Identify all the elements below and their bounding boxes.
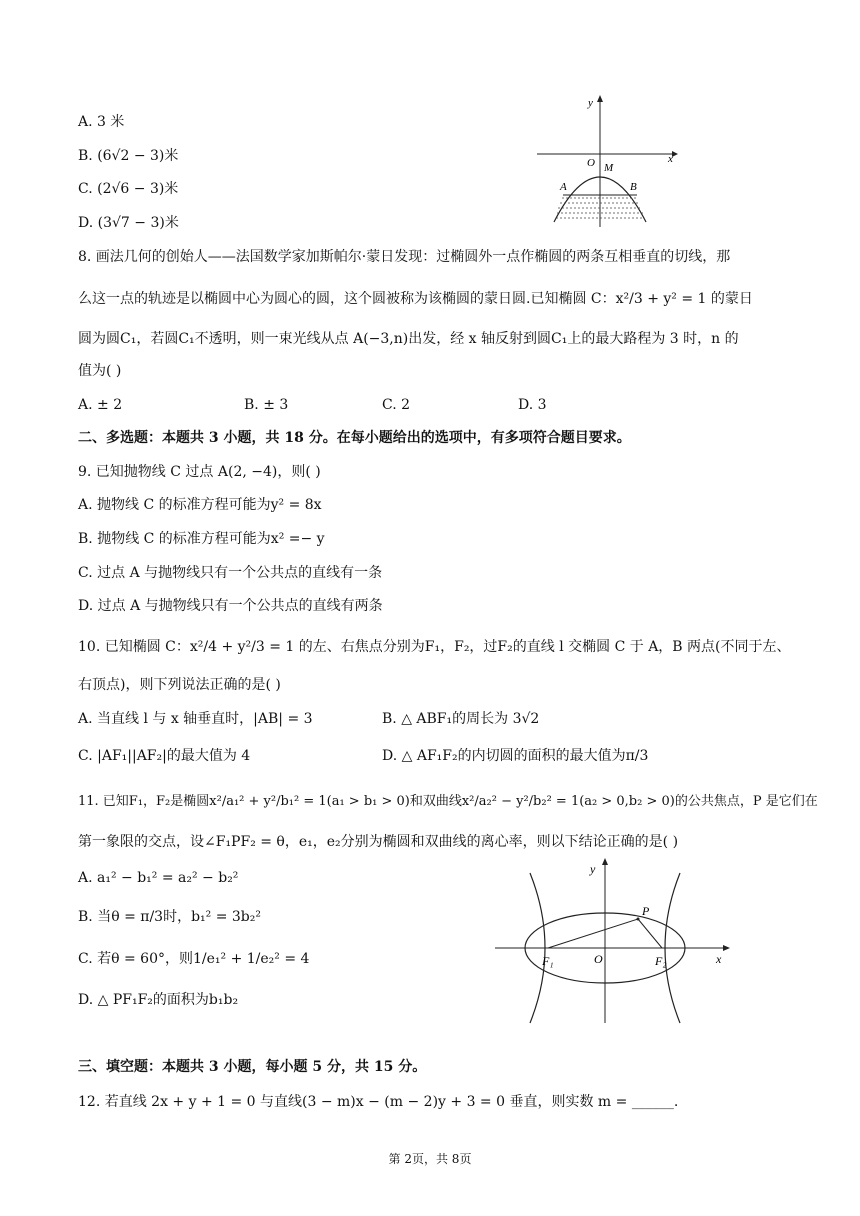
fig2-label-f2: F₂: [655, 954, 667, 968]
fig2-label-x: x: [716, 952, 722, 966]
q8-line-1: 8. 画法几何的创始人——法国数学家加斯帕尔·蒙日发现：过椭圆外一点作椭圆的两条互相垂直的切线，那: [78, 249, 731, 265]
q11-option-a: A. a₁² − b₁² = a₂² − b₂²: [78, 870, 239, 886]
fig1-label-y: y: [588, 97, 593, 109]
q11-option-b: B. 当θ = π/3时，b₁² = 3b₂²: [78, 909, 261, 925]
q9-option-a: A. 抛物线 C 的标准方程可能为y² = 8x: [78, 497, 322, 513]
fig1-label-m: M: [604, 162, 614, 174]
q9-option-b: B. 抛物线 C 的标准方程可能为x² =− y: [78, 531, 325, 547]
q9-stem: 9. 已知抛物线 C 过点 A(2, −4)，则( ): [78, 464, 321, 480]
q8-line-3: 圆为圆C₁，若圆C₁不透明，则一束光线从点 A(−3,n)出发，经 x 轴反射到圆C₁上的最大路程为 3 时，n 的: [78, 331, 739, 347]
q10-option-d: D. △ AF₁F₂的内切圆的面积的最大值为π/3: [382, 748, 649, 764]
fig2-label-y: y: [590, 862, 596, 876]
q10-option-a: A. 当直线 l 与 x 轴垂直时，|AB| = 3: [78, 711, 313, 727]
q8-option-d: D. 3: [518, 397, 547, 413]
q9-option-d: D. 过点 A 与抛物线只有一个公共点的直线有两条: [78, 598, 383, 614]
q7-option-a: A. 3 米: [78, 114, 125, 130]
q11-line-1: 11. 已知F₁，F₂是椭圆x²/a₁² + y²/b₁² = 1(a₁ > b₁ > 0)和双曲线x²/a₂² − y²/b₂² = 1(a₂ > 0,b₂ > 0)的公共焦点，P 是它们在: [78, 794, 818, 809]
q11-option-d: D. △ PF₁F₂的面积为b₁b₂: [78, 992, 239, 1008]
fig2-label-p: P: [642, 904, 650, 918]
q10-option-b: B. △ ABF₁的周长为 3√2: [382, 711, 540, 727]
q8-option-b: B. ± 3: [244, 397, 289, 413]
q8-line-2: 么这一点的轨迹是以椭圆中心为圆心的圆，这个圆被称为该椭圆的蒙日圆.已知椭圆 C：x²/3 + y² = 1 的蒙日: [78, 291, 753, 307]
q10-option-c: C. |AF₁||AF₂|的最大值为 4: [78, 748, 251, 764]
fig1-label-b: B: [630, 181, 637, 193]
q11-option-c: C. 若θ = 60°，则1/e₁² + 1/e₂² = 4: [78, 951, 310, 967]
fig1-label-x: x: [668, 153, 673, 165]
fig1-label-a: A: [560, 181, 567, 193]
q12-stem: 12. 若直线 2x + y + 1 = 0 与直线(3 − m)x − (m − 2)y + 3 = 0 垂直，则实数 m = ______.: [78, 1094, 679, 1110]
fig2-label-o: O: [594, 952, 603, 966]
q7-option-c: C. (2√6 − 3)米: [78, 181, 179, 197]
section-3-heading: 三、填空题：本题共 3 小题，每小题 5 分，共 15 分。: [78, 1059, 427, 1075]
q11-line-2: 第一象限的交点，设∠F₁PF₂ = θ，e₁，e₂分别为椭圆和双曲线的离心率，则以下结论正确的是( ): [78, 834, 679, 850]
q10-line-2: 右顶点)，则下列说法正确的是( ): [78, 677, 281, 693]
q8-line-4: 值为( ): [78, 363, 122, 379]
q7-option-d: D. (3√7 − 3)米: [78, 215, 179, 231]
fig2-label-f1: F₁: [542, 954, 554, 968]
ellipse-hyperbola-figure: [490, 853, 740, 1028]
q8-option-a: A. ± 2: [78, 397, 123, 413]
parabola-figure: [532, 92, 682, 232]
q8-option-c: C. 2: [382, 397, 411, 413]
q9-option-c: C. 过点 A 与抛物线只有一个公共点的直线有一条: [78, 565, 383, 581]
page-footer: 第 2页，共 8页: [388, 1152, 472, 1166]
q10-line-1: 10. 已知椭圆 C：x²/4 + y²/3 = 1 的左、右焦点分别为F₁，F₂，过F₂的直线 l 交椭圆 C 于 A，B 两点(不同于左、: [78, 639, 791, 655]
q7-option-b: B. (6√2 − 3)米: [78, 148, 179, 164]
section-2-heading: 二、多选题：本题共 3 小题，共 18 分。在每小题给出的选项中，有多项符合题目要求。: [78, 430, 631, 446]
fig1-label-o: O: [587, 157, 595, 169]
